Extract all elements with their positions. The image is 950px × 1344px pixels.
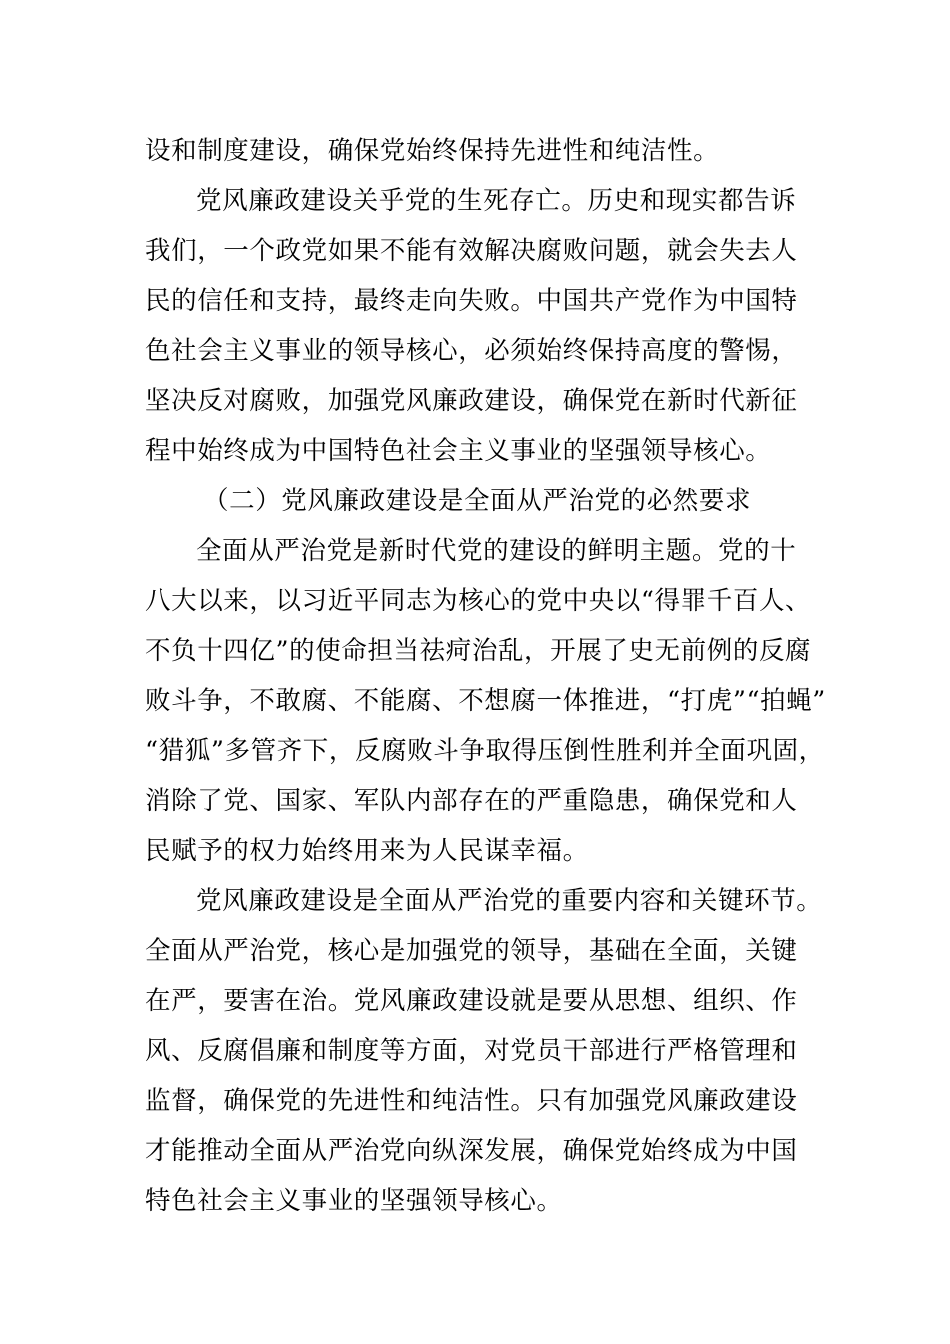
text-line: 党风廉政建设关乎党的生死存亡。历史和现实都告诉	[196, 186, 797, 216]
text-line: 才能推动全面从严治党向纵深发展，确保党始终成为中国	[145, 1136, 798, 1166]
text-line: 党风廉政建设是全面从严治党的重要内容和关键环节。	[196, 886, 823, 916]
text-line: 不负十四亿”的使命担当祛疴治乱，开展了史无前例的反腐	[145, 636, 812, 666]
text-line: 消除了党、国家、军队内部存在的严重隐患，确保党和人	[145, 786, 798, 816]
text-line: 八大以来，以习近平同志为核心的党中央以“得罪千百人、	[145, 586, 812, 616]
text-line: 全面从严治党是新时代党的建设的鲜明主题。党的十	[196, 536, 797, 566]
text-line: 色社会主义事业的领导核心，必须始终保持高度的警惕，	[145, 336, 798, 366]
paragraph	[145, 176, 807, 476]
text-line: 设和制度建设，确保党始终保持先进性和纯洁性。	[145, 136, 720, 166]
section-heading	[145, 476, 807, 526]
text-line: 坚决反对腐败，加强党风廉政建设，确保党在新时代新征	[145, 386, 798, 416]
document-page	[145, 126, 826, 1226]
text-line: “猎狐”多管齐下，反腐败斗争取得压倒性胜利并全面巩固，	[145, 736, 825, 766]
text-line: 在严，要害在治。党风廉政建设就是要从思想、组织、作	[145, 986, 798, 1016]
text-line: 监督，确保党的先进性和纯洁性。只有加强党风廉政建设	[145, 1086, 798, 1116]
text-line: 我们，一个政党如果不能有效解决腐败问题，就会失去人	[145, 236, 798, 266]
paragraph	[145, 126, 807, 176]
text-line: 败斗争，不敢腐、不能腐、不想腐一体推进，“打虎”“拍蝇”	[145, 686, 826, 716]
text-line: 程中始终成为中国特色社会主义事业的坚强领导核心。	[145, 436, 772, 466]
text-line: 风、反腐倡廉和制度等方面，对党员干部进行严格管理和	[145, 1036, 798, 1066]
text-line: 特色社会主义事业的坚强领导核心。	[145, 1186, 563, 1216]
text-line: 全面从严治党，核心是加强党的领导，基础在全面，关键	[145, 936, 798, 966]
text-line: 民赋予的权力始终用来为人民谋幸福。	[145, 836, 589, 866]
section-heading-text: （二）党风廉政建设是全面从严治党的必然要求	[203, 486, 752, 516]
text-line: 民的信任和支持，最终走向失败。中国共产党作为中国特	[145, 286, 798, 316]
paragraph	[145, 876, 823, 1226]
paragraph	[145, 526, 826, 876]
